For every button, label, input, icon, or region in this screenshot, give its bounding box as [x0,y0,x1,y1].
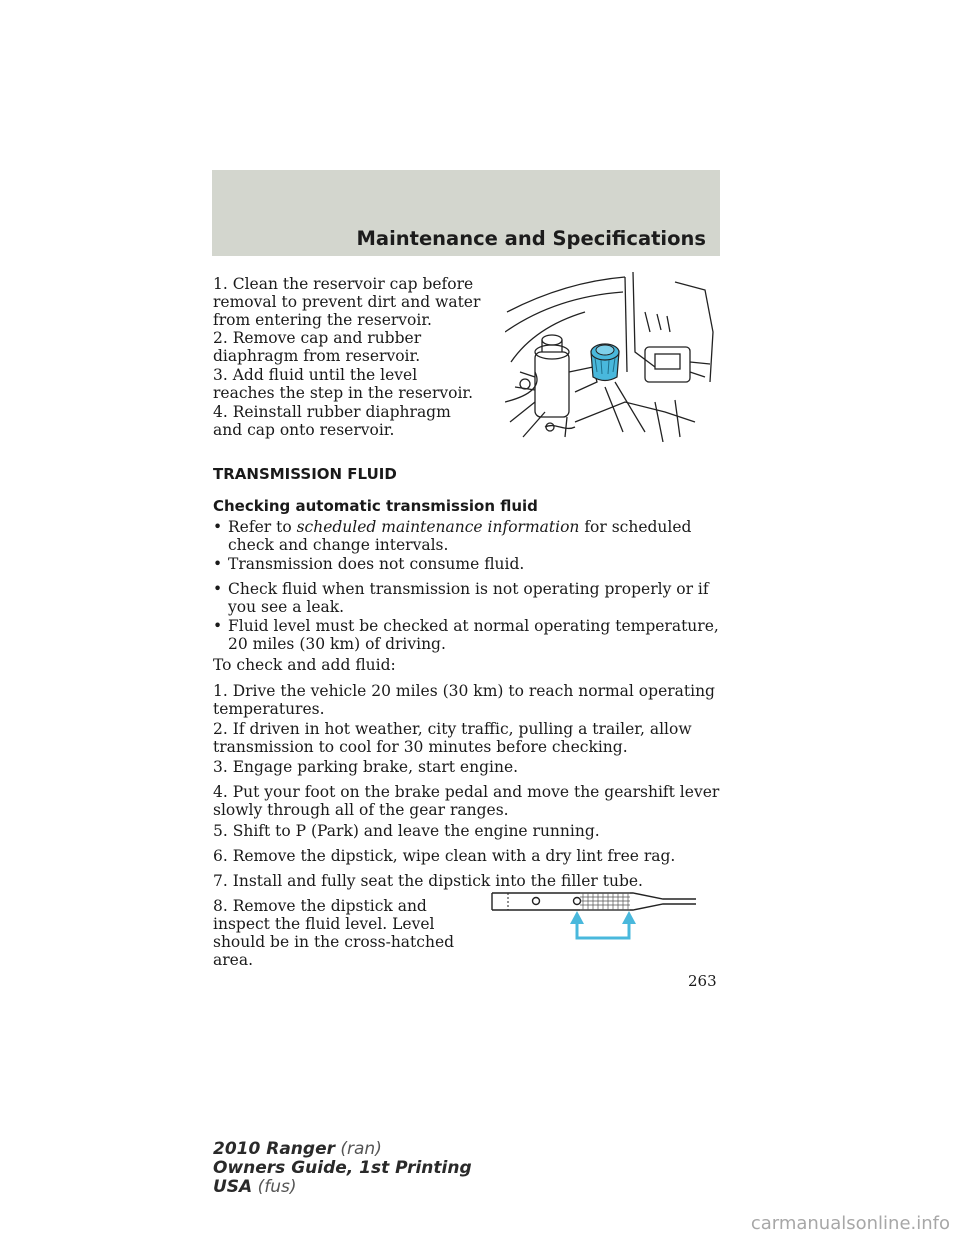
cross-hatched-area [580,893,630,910]
page-number: 263 [688,972,717,990]
reservoir-step-2: 2. Remove cap and rubber diaphragm from reservoir. [213,329,422,365]
bullet-dot: • [213,555,223,573]
engine-reservoir-illustration [505,272,715,442]
check-step-6: 6. Remove the dipstick, wipe clean with a dry lint free rag. [213,847,676,865]
footer-market: USA [213,1177,253,1197]
footer-model-code: (ran) [340,1139,382,1159]
check-intro: To check and add fluid: [213,656,396,674]
check-step-1: 1. Drive the vehicle 20 miles (30 km) to reach normal operating temperatures. [213,682,715,718]
footer-market-code: (fus) [257,1177,297,1197]
dipstick-illustration [488,878,700,946]
reservoir-step-1: 1. Clean the reservoir cap before removal to prevent dirt and water from entering the reservoir. [213,275,481,329]
reservoir-step-3: 3. Add fluid until the level reaches the step in the reservoir. [213,366,474,402]
section-title: Maintenance and Specifications [356,227,706,250]
bullet-4-text: Fluid level must be checked at normal operating temperature, 20 miles (30 km) of driving. [228,617,719,653]
bullet-2-text: Transmission does not consume fluid. [228,555,525,573]
transmission-fluid-heading: TRANSMISSION FLUID [213,465,397,483]
reservoir-cap-icon [591,344,619,381]
print-footer [213,1140,472,1197]
footer-printing: Owners Guide, 1st Printing [213,1158,472,1178]
bullet-check-leak [213,580,723,616]
bullet-no-consume [213,555,723,573]
site-watermark: carmanualsonline.info [750,1213,950,1234]
bullet-1-suffix: for scheduled check and change intervals. [228,518,692,554]
scheduled-maintenance-reference: scheduled maintenance information [296,518,580,536]
bullet-operating-temp [213,617,723,653]
reservoir-step-4: 4. Reinstall rubber diaphragm and cap onto reservoir. [213,403,451,439]
bullet-1-text: Refer to [228,518,297,536]
check-step-2: 2. If driven in hot weather, city traffic, pulling a trailer, allow transmission to cool for 30 minutes before checking. [213,720,692,756]
check-step-8: 8. Remove the dipstick and inspect the fluid level. Level should be in the cross-hatched area. [213,897,455,969]
check-step-3: 3. Engage parking brake, start engine. [213,758,519,776]
check-step-7: 7. Install and fully seat the dipstick into the filler tube. [213,872,643,890]
footer-model: 2010 Ranger [213,1139,335,1159]
level-range-arrows [570,911,636,938]
bullet-dot: • [213,518,223,536]
check-step-5: 5. Shift to P (Park) and leave the engine running. [213,822,600,840]
bullet-dot: • [213,580,223,598]
bullet-scheduled-maintenance [213,518,723,554]
checking-fluid-subheading: Checking automatic transmission fluid [213,497,538,515]
bullet-3-text: Check fluid when transmission is not operating properly or if you see a leak. [228,580,709,616]
bullet-dot: • [213,617,223,635]
section-header-band [212,170,720,256]
check-step-4: 4. Put your foot on the brake pedal and move the gearshift lever slowly through all of the gear ranges. [213,783,720,819]
